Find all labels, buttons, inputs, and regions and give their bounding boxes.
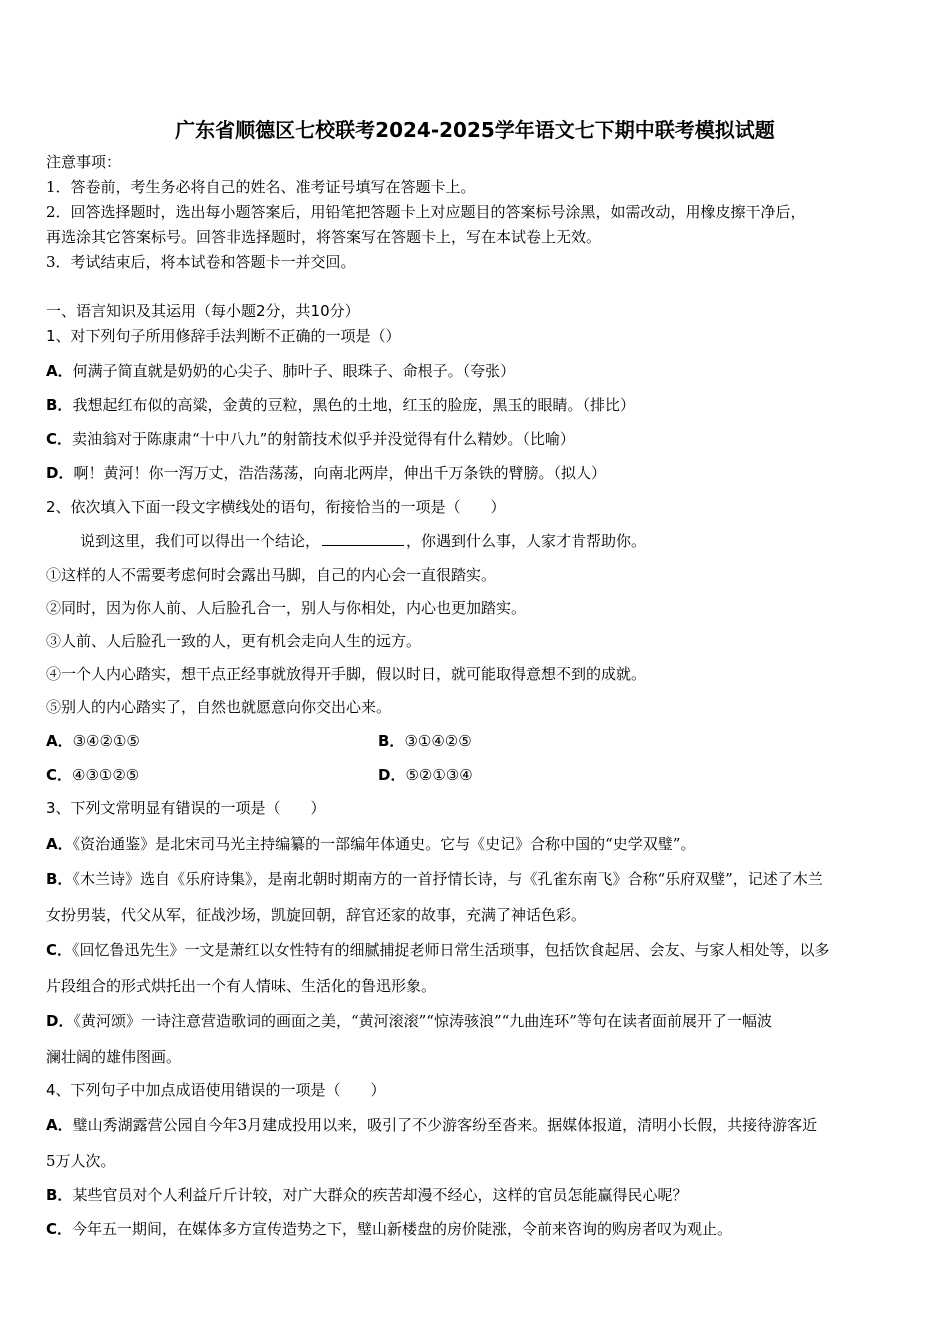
q3-option-b-cont: 女扮男装，代父从军，征战沙场，凯旋回朝，辞官还家的故事，充满了神话色彩。 xyxy=(46,906,587,924)
q2-passage xyxy=(80,531,646,551)
q1-option-d xyxy=(46,463,606,483)
option-text: ③①④②⑤ xyxy=(404,732,472,750)
option-letter: B． xyxy=(46,1186,73,1204)
option-text: 《木兰诗》选自《乐府诗集》，是南北朝时期南方的一首抒情长诗，与《孔雀东南飞》合称“乐府双璧”，记述了木兰 xyxy=(72,870,823,888)
option-letter: A． xyxy=(46,1116,73,1134)
option-text: 啊！黄河！你一泻万丈，浩浩荡荡，向南北两岸，伸出千万条铁的臂膀。（拟人） xyxy=(73,464,606,482)
q3-option-c xyxy=(46,940,830,960)
q1-option-b xyxy=(46,395,635,415)
q4-option-a-cont: 5万人次。 xyxy=(46,1152,116,1170)
q1-option-a xyxy=(46,361,515,381)
option-text: 何满子简直就是奶奶的心尖子、肺叶子、眼珠子、命根子。（夸张） xyxy=(72,362,516,380)
option-text: 今年五一期间，在媒体多方宣传造势之下，璧山新楼盘的房价陡涨，令前来咨询的购房者叹为观止。 xyxy=(72,1220,733,1238)
option-letter: B． xyxy=(378,732,405,750)
option-text: ⑤②①③④ xyxy=(405,766,473,784)
option-letter: D． xyxy=(46,1012,74,1030)
option-text: ④③①②⑤ xyxy=(72,766,140,784)
q3-option-d-cont: 澜壮阔的雄伟图画。 xyxy=(46,1048,182,1066)
q3-option-b xyxy=(46,869,823,889)
q4-option-b xyxy=(46,1185,687,1205)
fill-blank xyxy=(322,531,404,546)
q2-sentence: ⑤别人的内心踏实了，自然也就愿意向你交出心来。 xyxy=(46,698,392,716)
option-text: 璧山秀湖露营公园自今年3月建成投用以来，吸引了不少游客纷至沓来。据媒体报道，清明小长假，共接待游客近 xyxy=(72,1116,818,1134)
q2-sentence: ①这样的人不需要考虑何时会露出马脚，自己的内心会一直很踏实。 xyxy=(46,566,497,584)
notice-heading: 注意事项： xyxy=(46,153,122,171)
q3-option-d xyxy=(46,1011,772,1031)
q3-option-c-cont: 片段组合的形式烘托出一个有人情味、生活化的鲁迅形象。 xyxy=(46,977,437,995)
notice-item: 1．答卷前，考生务必将自己的姓名、准考证号填写在答题卡上。 xyxy=(46,178,476,196)
question-1-stem: 1、对下列句子所用修辞手法判断不正确的一项是（） xyxy=(46,327,401,345)
question-3-stem: 3、下列文常明显有错误的一项是（ ） xyxy=(46,799,326,817)
q2-option-a xyxy=(46,731,140,751)
option-letter: A． xyxy=(46,362,73,380)
option-letter: C． xyxy=(46,1220,73,1238)
option-text: 卖油翁对于陈康肃“十中八九”的射箭技术似乎并没觉得有什么精妙。（比喻） xyxy=(72,430,575,448)
q2-sentence: ④一个人内心踏实，想干点正经事就放得开手脚，假以时日，就可能取得意想不到的成就。 xyxy=(46,665,647,683)
option-letter: B． xyxy=(46,870,73,888)
option-text: ③④②①⑤ xyxy=(72,732,140,750)
option-text: 《黄河颂》一诗注意营造歌词的画面之美，“黄河滚滚”“惊涛骇浪”“九曲连环”等句在读者面前展开了一幅波 xyxy=(73,1012,772,1030)
notice-item: 再选涂其它答案标号。回答非选择题时，将答案写在答题卡上，写在本试卷上无效。 xyxy=(46,228,602,246)
option-letter: D． xyxy=(46,464,74,482)
section-heading: 一、语言知识及其运用（每小题2分，共10分） xyxy=(46,302,360,320)
q1-option-c xyxy=(46,429,575,449)
option-text: 某些官员对个人利益斤斤计较，对广大群众的疾苦却漫不经心，这样的官员怎能赢得民心呢？ xyxy=(72,1186,688,1204)
option-letter: B． xyxy=(46,396,73,414)
q2-sentence: ②同时，因为你人前、人后脸孔合一，别人与你相处，内心也更加踏实。 xyxy=(46,599,527,617)
q2-option-c xyxy=(46,765,139,785)
passage-before: 说到这里，我们可以得出一个结论， xyxy=(80,532,321,550)
option-text: 《资治通鉴》是北宋司马光主持编纂的一部编年体通史。它与《史记》合称中国的“史学双璧”。 xyxy=(72,835,696,853)
option-letter: D． xyxy=(378,766,406,784)
option-letter: C． xyxy=(46,430,73,448)
page-title: 广东省顺德区七校联考2024-2025学年语文七下期中联考模拟试题 xyxy=(175,118,775,142)
q4-option-c xyxy=(46,1219,732,1239)
question-4-stem: 4、下列句子中加点成语使用错误的一项是（ ） xyxy=(46,1081,386,1099)
q2-option-d xyxy=(378,765,473,785)
q4-option-a xyxy=(46,1115,817,1135)
option-text: 我想起红布似的高粱，金黄的豆粒，黑色的土地，红玉的脸庞，黑玉的眼睛。（排比） xyxy=(72,396,635,414)
option-letter: A． xyxy=(46,732,73,750)
option-letter: C． xyxy=(46,941,73,959)
notice-item: 2．回答选择题时，选出每小题答案后，用铅笔把答题卡上对应题目的答案标号涂黑，如需改动，用橡皮擦干净后， xyxy=(46,203,806,221)
passage-after: ，你遇到什么事，人家才肯帮助你。 xyxy=(406,532,647,550)
question-2-stem: 2、依次填入下面一段文字横线处的语句，衔接恰当的一项是（ ） xyxy=(46,498,506,516)
q2-sentence: ③人前、人后脸孔一致的人，更有机会走向人生的远方。 xyxy=(46,632,422,650)
option-text: 《回忆鲁迅先生》一文是萧红以女性特有的细腻捕捉老师日常生活琐事，包括饮食起居、会友、与家人相处等，以多 xyxy=(72,941,830,959)
option-letter: A． xyxy=(46,835,73,853)
q2-option-b xyxy=(378,731,472,751)
q3-option-a xyxy=(46,834,695,854)
option-letter: C． xyxy=(46,766,73,784)
notice-item: 3．考试结束后，将本试卷和答题卡一并交回。 xyxy=(46,253,356,271)
